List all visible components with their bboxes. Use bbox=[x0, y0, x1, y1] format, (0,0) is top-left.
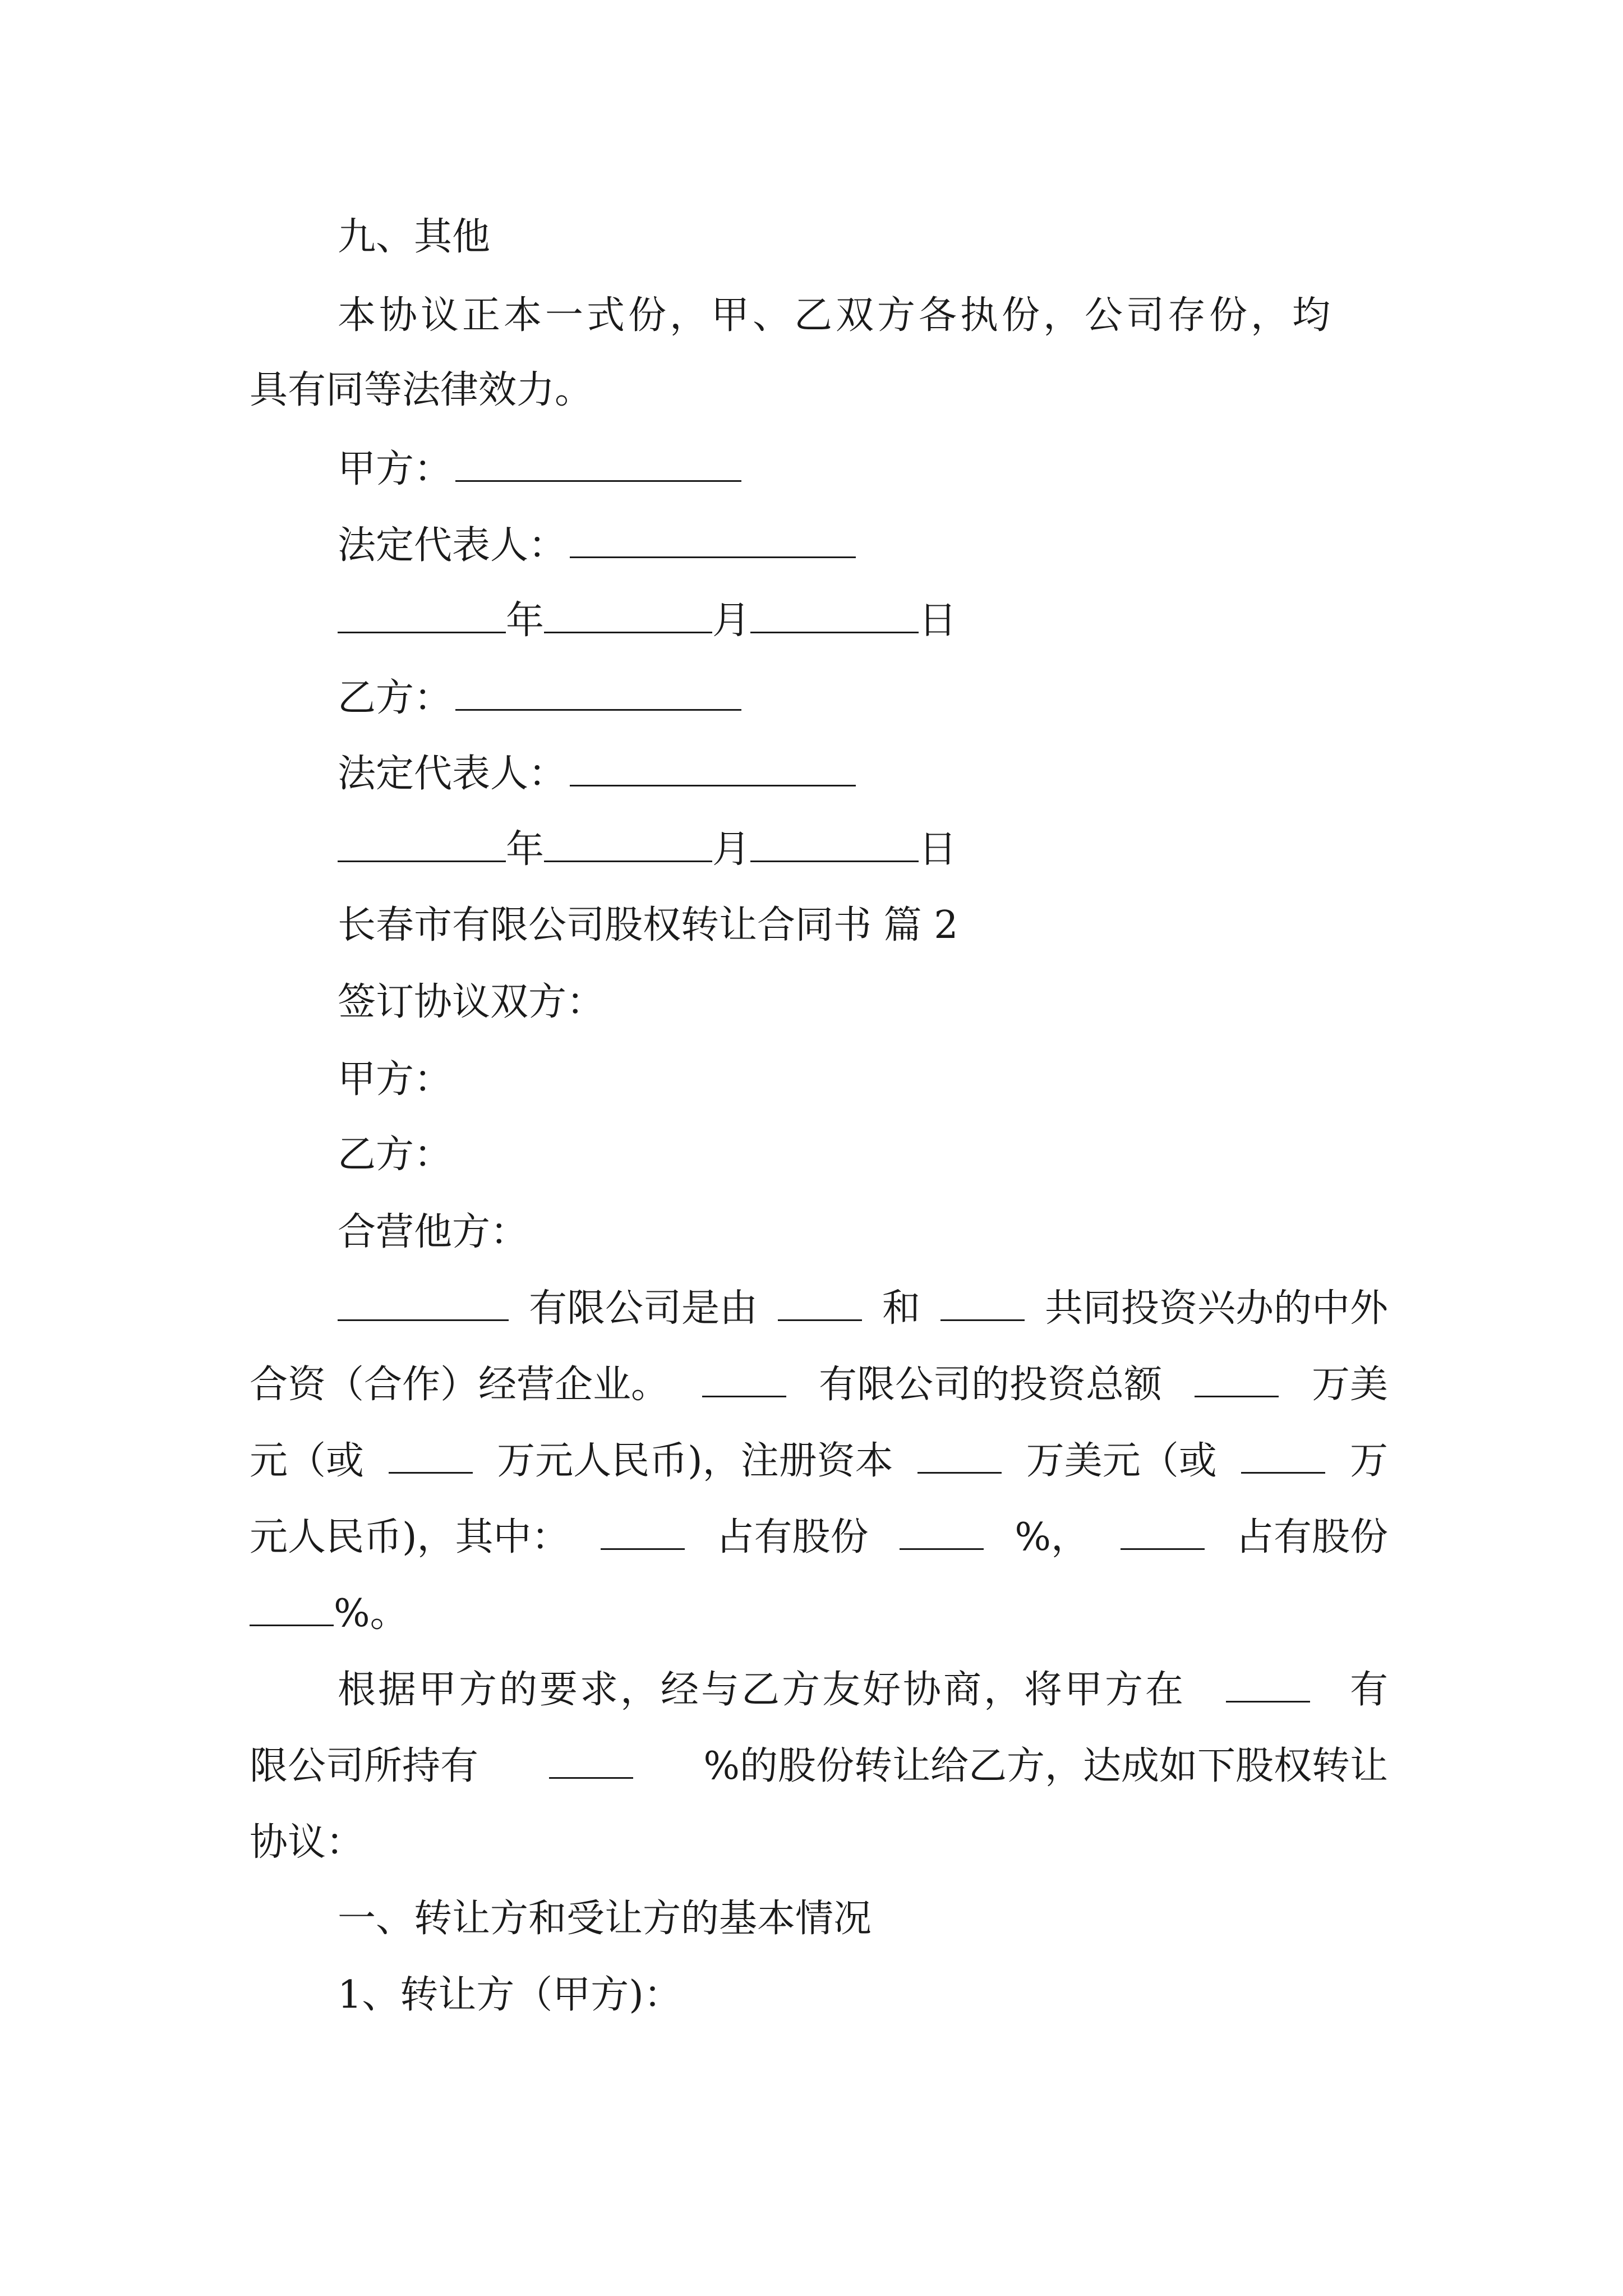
month-label-b: 月 bbox=[712, 827, 751, 872]
legal-rep-a-blank bbox=[570, 522, 856, 558]
intro-line-2 bbox=[250, 1360, 1388, 1410]
legal-rep-a-label: 法定代表人： bbox=[338, 523, 567, 568]
date-line-a bbox=[338, 596, 1476, 646]
transfer-company-blank bbox=[1226, 1666, 1310, 1703]
transfer-text-1b: 有 bbox=[1349, 1668, 1388, 1712]
party-b-signature-line bbox=[338, 673, 1476, 724]
legal-rep-b-label: 法定代表人： bbox=[338, 752, 567, 796]
intro-text-1b: 和 bbox=[882, 1286, 920, 1331]
year-blank-a bbox=[338, 597, 506, 633]
day-label-b: 日 bbox=[919, 827, 957, 872]
investor-2-blank bbox=[940, 1285, 1025, 1321]
intro-text-4c: %， bbox=[1015, 1515, 1090, 1559]
party-b-label: 乙方： bbox=[338, 676, 453, 720]
day-blank-a bbox=[750, 597, 919, 633]
month-blank-a bbox=[544, 597, 712, 633]
legal-rep-b-blank bbox=[570, 750, 856, 786]
intro-text-3d: 万 bbox=[1349, 1439, 1388, 1483]
shareholder-2-percent-blank bbox=[250, 1590, 334, 1626]
day-label-a: 日 bbox=[919, 599, 957, 643]
intro-text-2a: 合资（合作）经营企业。 bbox=[250, 1363, 670, 1407]
transfer-percent-blank bbox=[549, 1742, 633, 1779]
party-b-short-label: 乙方： bbox=[338, 1133, 453, 1177]
party-a-short-label: 甲方： bbox=[338, 1057, 453, 1102]
year-label-b: 年 bbox=[506, 827, 545, 872]
intro-line-4 bbox=[250, 1512, 1388, 1563]
section-9-title: 九、其他 bbox=[338, 215, 491, 259]
party-a-signature-line bbox=[338, 444, 1476, 495]
date-line-b bbox=[338, 825, 1476, 875]
shareholder-1-blank bbox=[601, 1513, 685, 1550]
legal-rep-a-line bbox=[338, 521, 1476, 571]
contract-2-title: 长春市有限公司股权转让合同书 篇 2 bbox=[338, 903, 958, 947]
other-jv-party-label: 合营他方： bbox=[338, 1210, 529, 1254]
investor-1-blank bbox=[778, 1285, 862, 1321]
intro-text-2c: 万美 bbox=[1311, 1363, 1388, 1407]
transfer-text-1a: 根据甲方的要求，经与乙方友好协商，将甲方在 bbox=[338, 1668, 1186, 1712]
company-name-blank bbox=[338, 1285, 509, 1321]
registered-capital-blank bbox=[917, 1437, 1002, 1474]
total-investment-blank bbox=[1195, 1361, 1279, 1397]
item-1-transferor: 1、转让方（甲方)： bbox=[338, 1973, 682, 2017]
legal-rep-b-line bbox=[338, 749, 1476, 799]
signing-parties-label: 签订协议双方： bbox=[338, 980, 605, 1024]
intro-text-1a: 有限公司是由 bbox=[528, 1286, 758, 1331]
year-label-a: 年 bbox=[506, 599, 545, 643]
party-b-blank bbox=[455, 674, 741, 711]
transfer-line-2 bbox=[250, 1741, 1388, 1792]
month-label-a: 月 bbox=[712, 599, 751, 643]
intro-line-5 bbox=[250, 1589, 1388, 1639]
party-a-label: 甲方： bbox=[338, 447, 453, 491]
transfer-line-3: 协议： bbox=[250, 1820, 365, 1865]
intro-text-5a: %。 bbox=[334, 1591, 408, 1636]
intro-line-1 bbox=[338, 1283, 1388, 1334]
company-blank-2 bbox=[702, 1361, 786, 1397]
intro-text-2b: 有限公司的投资总额 bbox=[818, 1363, 1162, 1407]
rmb-equivalent-blank bbox=[389, 1437, 473, 1474]
day-blank-b bbox=[750, 826, 919, 862]
transfer-text-2b: %的股份转让给乙方，达成如下股权转让 bbox=[703, 1744, 1388, 1788]
copies-clause-line-2: 具有同等法律效力。 bbox=[250, 368, 593, 412]
intro-text-1c: 共同投资兴办的中外 bbox=[1044, 1286, 1388, 1331]
transfer-line-1 bbox=[338, 1665, 1388, 1715]
intro-text-4b: 占有股份 bbox=[716, 1515, 869, 1559]
month-blank-b bbox=[544, 826, 712, 862]
registered-capital-rmb-blank bbox=[1241, 1437, 1325, 1474]
year-blank-b bbox=[338, 826, 506, 862]
party-a-blank bbox=[455, 445, 741, 482]
section-1-title: 一、转让方和受让方的基本情况 bbox=[338, 1897, 872, 1941]
shareholder-1-percent-blank bbox=[900, 1513, 984, 1550]
intro-text-3c: 万美元（或 bbox=[1026, 1439, 1217, 1483]
intro-text-3b: 万元人民币)，注册资本 bbox=[497, 1439, 893, 1483]
intro-line-3 bbox=[250, 1436, 1388, 1487]
transfer-text-2a: 限公司所持有 bbox=[250, 1744, 479, 1788]
copies-clause-text-1: 本协议正本一式份，甲、乙双方各执份，公司存份，均 bbox=[338, 293, 1334, 338]
intro-text-4d: 占有股份 bbox=[1235, 1515, 1388, 1559]
intro-text-4a: 元人民币)，其中： bbox=[250, 1515, 570, 1559]
copies-clause-line-1 bbox=[338, 291, 1388, 341]
intro-text-3a: 元（或 bbox=[250, 1439, 365, 1483]
shareholder-2-blank bbox=[1121, 1513, 1205, 1550]
